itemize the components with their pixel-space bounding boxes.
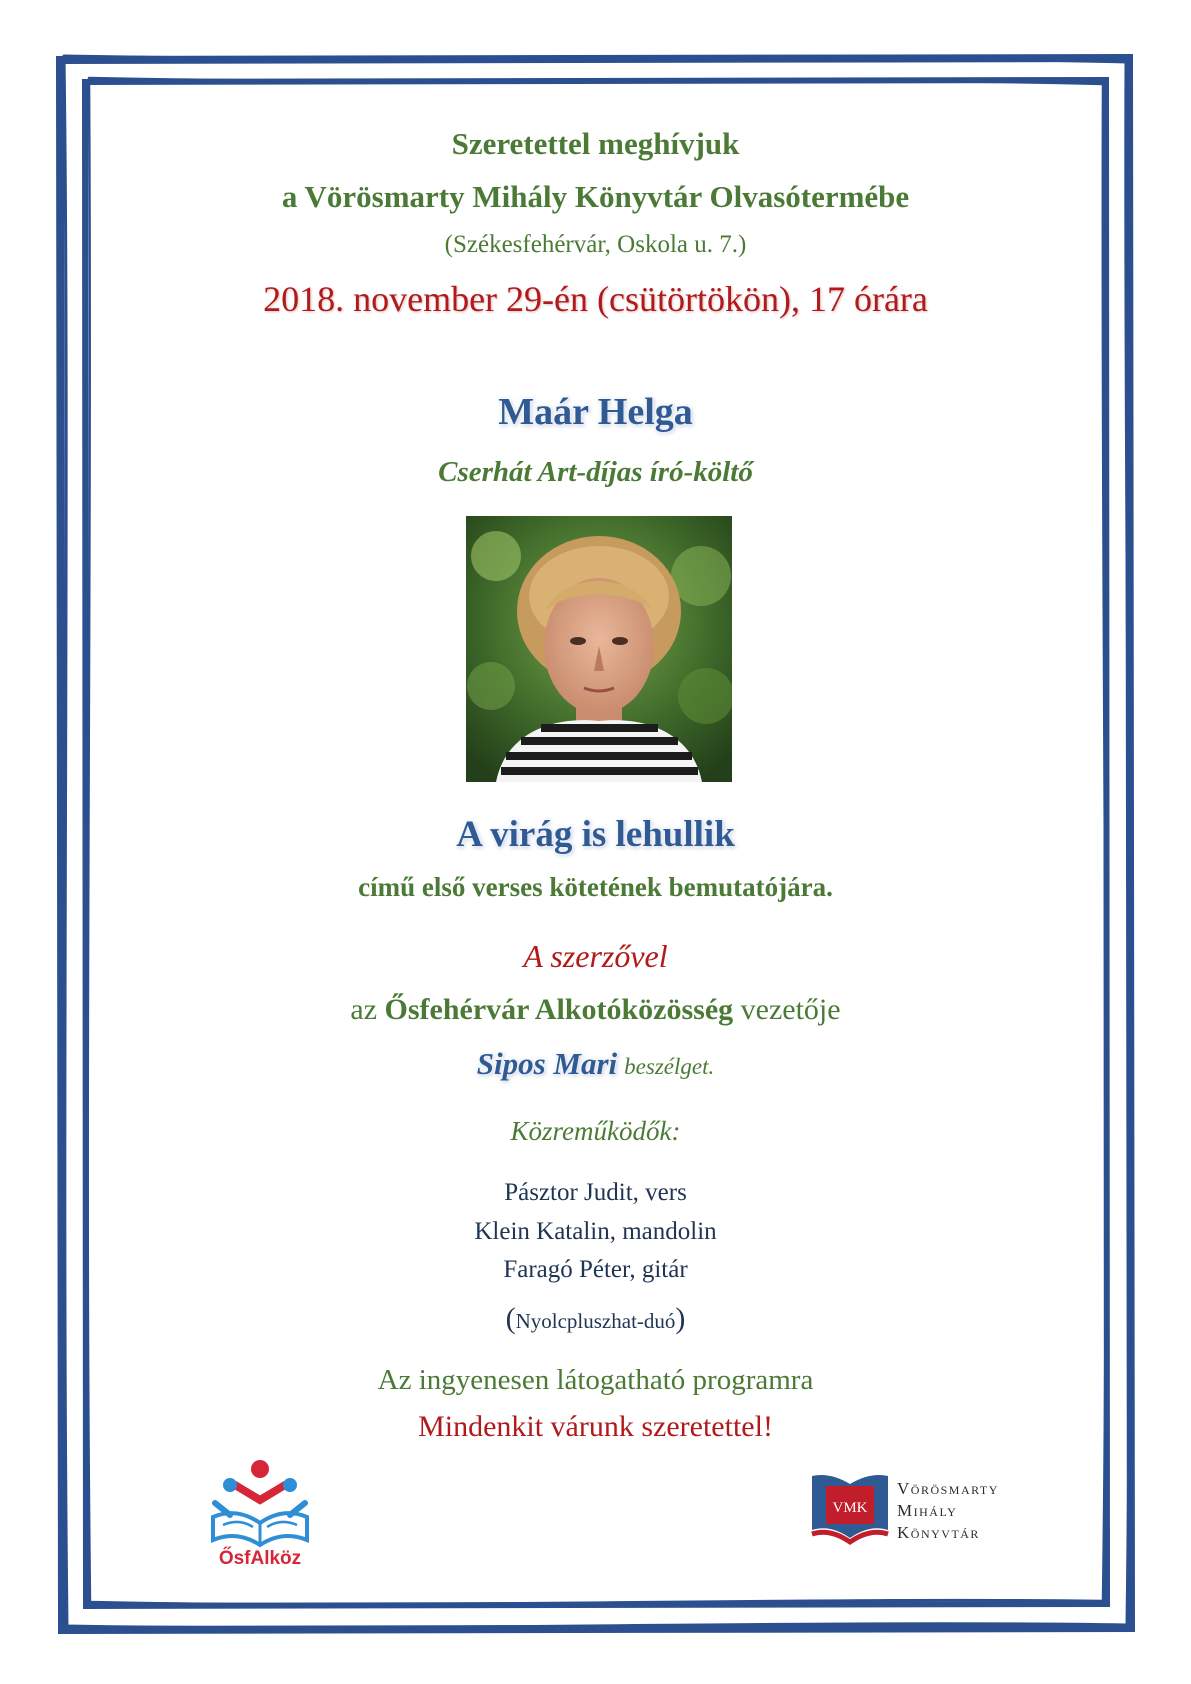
organization-line — [100, 993, 1091, 1027]
venue-address: (Székesfehérvár, Oskola u. 7.) — [444, 231, 747, 258]
invitation-greeting: Szeretettel meghívjuk — [451, 126, 740, 161]
organization-name: Ősfehérvár Alkotóközösség — [384, 993, 734, 1026]
free-program-line: Az ingyenesen látogatható programra — [377, 1364, 814, 1396]
vmk-logo-label — [897, 1478, 1097, 1544]
vmk-logo-line: Mihály — [897, 1501, 958, 1520]
host-line — [100, 1046, 1091, 1082]
author-name: Maár Helga — [498, 391, 693, 433]
vmk-logo-line: Vörösmarty — [897, 1479, 999, 1498]
performer-group — [100, 1302, 1091, 1336]
host-name: Sipos Mari — [476, 1046, 618, 1081]
welcome-line: Mindenkit várunk szeretettel! — [418, 1410, 773, 1443]
organization-prefix: az — [350, 993, 378, 1026]
performer-item: Faragó Péter, gitár — [503, 1256, 688, 1283]
book-title: A virág is lehullik — [456, 814, 735, 855]
host-verb: beszélget. — [624, 1054, 715, 1079]
group-paren-close: ) — [675, 1302, 686, 1335]
book-description: című első verses kötetének bemutatójára. — [358, 872, 833, 902]
vmk-mark-text: VMK — [832, 1500, 868, 1516]
osfalkoz-logo-label: ŐsfAlköz — [218, 1548, 302, 1569]
group-paren-open: ( — [505, 1302, 516, 1335]
vmk-logo-icon — [808, 1468, 892, 1548]
osfalkoz-logo-icon — [205, 1455, 315, 1550]
event-date-time: 2018. november 29-én (csütörtökön), 17 órára — [263, 279, 928, 319]
author-portrait — [466, 516, 732, 782]
author-title: Cserhát Art-díjas író-költő — [438, 456, 753, 488]
venue-line: a Vörösmarty Mihály Könyvtár Olvasótermébe — [281, 179, 910, 214]
performer-item: Pásztor Judit, vers — [504, 1179, 687, 1206]
group-name: Nyolcpluszhat-duó — [515, 1309, 676, 1333]
performer-item: Klein Katalin, mandolin — [474, 1218, 717, 1245]
organization-role: vezetője — [740, 993, 841, 1026]
conversation-intro: A szerzővel — [523, 938, 668, 974]
contributors-label: Közreműködők: — [510, 1116, 681, 1146]
vmk-logo-line: Könyvtár — [897, 1523, 980, 1542]
